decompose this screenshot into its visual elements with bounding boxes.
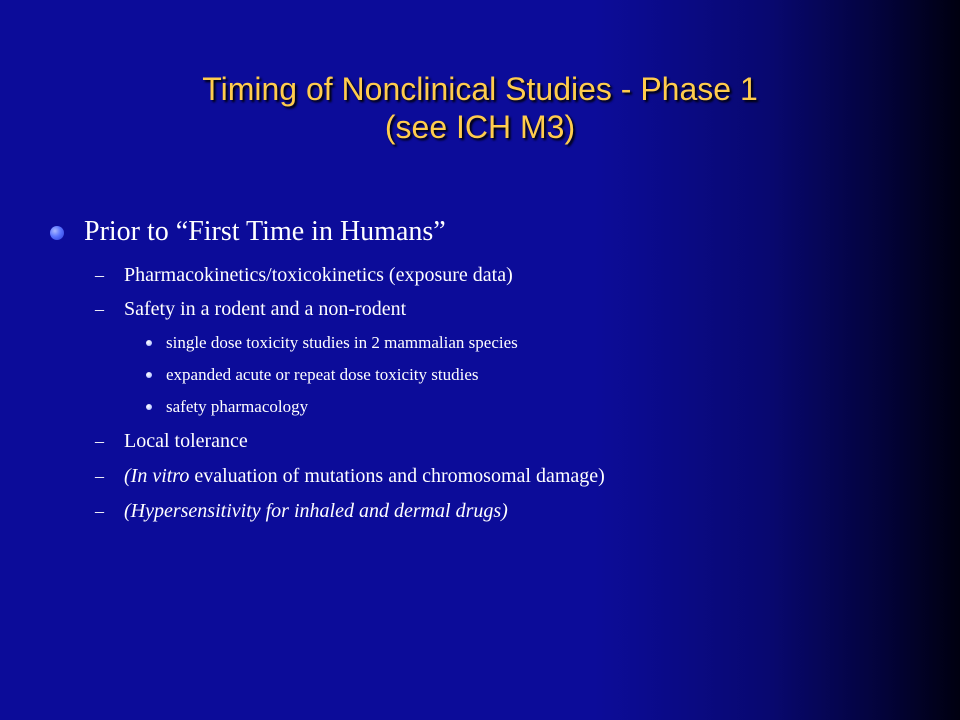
sub-item-pharmacokinetics: Pharmacokinetics/toxicokinetics (exposure data) — [124, 264, 513, 286]
dash-icon: – — [95, 501, 104, 521]
small-bullet-icon — [146, 340, 152, 346]
detail-single-dose: single dose toxicity studies in 2 mammalian species — [166, 333, 518, 352]
sub-item-safety: Safety in a rodent and a non-rodent — [124, 298, 407, 320]
dash-icon: – — [95, 265, 104, 285]
slide-title-line2: (see ICH M3) — [384, 109, 576, 145]
detail-expanded-acute: expanded acute or repeat dose toxicity studies — [166, 365, 479, 384]
sub-item-local-tolerance: Local tolerance — [124, 430, 248, 452]
dash-icon: – — [95, 299, 104, 319]
sub-item-hypersensitivity: (Hypersensitivity for inhaled and dermal drugs) — [124, 500, 508, 522]
detail-safety-pharmacology: safety pharmacology — [166, 397, 309, 416]
sub-item-in-vitro — [124, 463, 605, 489]
bullet-dot-icon — [50, 226, 64, 240]
in-vitro-italic: (In vitro — [124, 465, 190, 487]
bullet-first-time-in-humans: Prior to “First Time in Humans” — [84, 216, 446, 247]
in-vitro-rest: evaluation of mutations and chromosomal damage) — [189, 465, 605, 487]
slide-title-line1: Timing of Nonclinical Studies - Phase 1 — [202, 71, 758, 107]
small-bullet-icon — [146, 404, 152, 410]
small-bullet-icon — [146, 372, 152, 378]
dash-icon: – — [95, 466, 104, 486]
dash-icon: – — [95, 431, 104, 451]
